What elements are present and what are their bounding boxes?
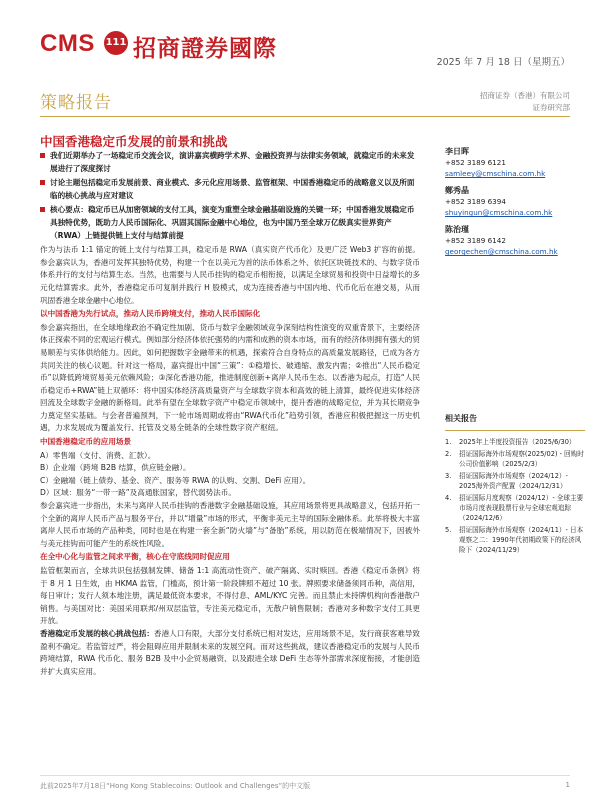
analyst-phone: +852 3189 6121 xyxy=(445,158,506,167)
related-report-item[interactable] xyxy=(445,471,585,491)
analyst-phone: +852 3189 6394 xyxy=(445,197,506,206)
analyst-name: 鄭秀晶 xyxy=(445,186,469,195)
list-item: A）零售端（支付、消费、汇款）。 xyxy=(40,450,156,460)
report-date: 2025 年 7 月 18 日（星期五） xyxy=(436,57,570,68)
section-heading: 以中国香港为先行试点，推动人民币跨境支付，推动人民币国际化 xyxy=(40,309,261,319)
header xyxy=(40,22,570,67)
analyst-name: 陈治瑾 xyxy=(445,225,469,234)
summary-bullet: 讨论主题包括稳定币发展前景、商业模式、多元化应用场景、监管框架、中国香港稳定币的战略意义以及所面临的核心挑战与应对建议 xyxy=(40,177,420,202)
summary-bullet: 核心要点：稳定币已从加密领域的支付工具，演变为重塑全球金融基础设施的关键一环；中国香港发展稳定币具独特优势，既助力人民币国际化、巩固其国际金融中心地位，也为中国乃至全球万亿级真实世界资产（RWA）上链提供链上支付与结算前提 xyxy=(40,204,420,242)
main-column xyxy=(40,150,420,678)
related-report-text: 招证国际海外市场观察（2024/11）- 日本观察之二：1990年代初期政策下的经济风险下（2024/11/29） xyxy=(459,526,584,554)
title-divider xyxy=(40,116,570,117)
analyst-block xyxy=(445,224,585,257)
logo-chinese-name: 招商證券國際 xyxy=(133,36,277,62)
related-report-item[interactable] xyxy=(445,493,585,523)
footer-note: 此前2025年7月18日“Hong Kong Stablecoins: Outlook and Challenges”的中文版 xyxy=(40,782,311,790)
related-report-item[interactable] xyxy=(445,525,585,555)
company-block xyxy=(480,90,570,114)
section-heading: 中国香港稳定币的应用场景 xyxy=(40,437,132,447)
related-divider xyxy=(445,430,585,431)
footer xyxy=(40,781,570,791)
company-name: 招商证券（香港）有限公司 xyxy=(480,91,570,100)
related-report-item[interactable] xyxy=(445,437,585,447)
section-title: 策略报告 xyxy=(40,93,112,113)
logo-seal-icon: 111 xyxy=(104,31,128,55)
analyst-name: 李日晖 xyxy=(445,147,469,156)
related-report-text: 招证国际海外市场观察（2024/12）- 2025海外资产配置（2024/12/31） xyxy=(459,472,568,490)
analyst-phone: +852 3189 6142 xyxy=(445,236,506,245)
analyst-email-link[interactable]: samleey@cmschina.com.hk xyxy=(445,169,546,178)
analyst-email-link[interactable]: shuyingun@cmschina.com.hk xyxy=(445,208,553,217)
list-item: C）金融端（链上债券、基金、资产、服务等 RWA 的认购、交割、DeFi 应用）。 xyxy=(40,475,311,485)
related-report-item[interactable] xyxy=(445,449,585,469)
related-report-text: 招证国际海外市场观察(2025/02) - 回购时公司价值影响（2025/2/3） xyxy=(459,450,584,468)
related-report-text: 招证国际月度观察（2024/12）- 全球主要市场月度表现股票行业与全球宏观追踪（2024/12/6） xyxy=(459,494,584,522)
related-report-number: 3. xyxy=(445,472,452,480)
related-reports-title: 相关报告 xyxy=(445,414,477,423)
challenges-text: 香港人口有限，大部分支付系统已相对发达，应用场景不足，发行商获客难导致盈利不确定。若监管过严，将会阻碍应用并限制未来的发展空间。而对这些挑战，建议香港稳定币的发展与人民币跨境结算，RWA 代币化、服务 B2B 及中小企贸易融资、以及跟进全球 DeFi 生态等外部需求深度衔接，才能创造并扩大真实应用。 xyxy=(40,628,420,676)
body-paragraph xyxy=(40,628,420,678)
page-number: 1 xyxy=(565,781,570,789)
list-item: D）区域：服务“一带一路”及高通胀国家，替代弱势法币。 xyxy=(40,488,236,498)
list-item: B）企业端（跨境 B2B 结算，供应链金融）。 xyxy=(40,463,191,473)
summary-bullet: 我们近期举办了一场稳定币交流会议，演讲嘉宾横跨学术界、金融投资界与法律实务领域，就稳定币的未来发展进行了深度探讨 xyxy=(40,150,420,175)
related-report-number: 1. xyxy=(445,438,452,446)
footer-divider xyxy=(40,775,570,776)
related-report-text: 2025年上半度投资报告（2025/6/30） xyxy=(459,438,576,446)
department-name: 证券研究部 xyxy=(532,103,570,112)
related-report-number: 5. xyxy=(445,526,452,534)
bold-lead: 香港稳定币发展的核心挑战包括： xyxy=(40,628,154,638)
body-paragraph: 参会嘉宾进一步指出，未来与离岸人民币挂钩的香港数字金融基础设施，其应用场景将更具战略意义，包括开拓一个全新的离岸人民币产品与服务平台，并以“增量”市场的形式，平衡非美元主导的国际金融体系。此举将极大丰富离岸人民币市场的产品种类，同时也是在构建一套全新“防火墙”与“备胎”系统，用以防范在极端情况下，因被外与美元挂钩而可能产生的系统性风险。 xyxy=(40,501,420,548)
logo-text: CMS xyxy=(40,30,95,57)
body-paragraph: 监管框架而言，全球共识包括强制发牌、储备 1:1 高流动性资产、破产隔离、实时赎回。香港《稳定币条例》将于 8 月 1 日生效，由 HKMA 监管，门槛高，预计第一阶段牌照不超过 10 张。牌照要求储备须同币种，高信用，每日审计；发行人须本地注册，满足最低资本要求，不得付息、AML/KYC 完善。而且禁止未持牌机构向香港散户销售。与美国对比：美国采用联邦/州双层监管，专注美元稳定币，无散户销售限制；香港对多种数字支付工具更开放。 xyxy=(40,566,421,626)
section-heading: 在全中心化与监管之间求平衡，核心在守底线同时促应用 xyxy=(40,552,230,562)
body-paragraph: 参会嘉宾指出，在全球地缘政治不确定性加剧、货币与数字金融领域竞争深刻结构性演变的双重背景下，主要经济体正探索不同的宏观运行模式。例如部分经济体依托强势的内需和成熟的资本市场，而有的经济体则拥有强大的贸易顺差与实体供给能力。因此，如何把握数字金融带来的机遇，探索符合自身特点的高质量发展路径，已成为各方共同关注的核心议题。针对这一格局，嘉宾提出中国“三策”：①稳增长、破通缩、激发内需；②推出“人民币稳定币”以降低跨境贸易美元依赖风险；③深化香港功能，推进制度创新+离岸人民币生态。以香港为起点，打造“人民币稳定币+RWA”链上双循环：将中国实体经济高质量资产与全球数字资本和高效的链上清算，最终促进实体经济回流及全球数字金融的新格局。此举有望在全球数字资产中稳定币领域中，提升香港的战略定位，并为其长期竞争力奠定坚实基础。与会者普遍预判，下一轮市场周期或将由“RWA代币化”趋势引领，香港应积极把握这一历史机遇，力求发展成为覆盖发行、托管及交易全链条的全球性数字资产枢纽。 xyxy=(40,322,420,433)
sidebar xyxy=(445,140,585,557)
analyst-block xyxy=(445,185,585,218)
analyst-block xyxy=(445,146,585,179)
related-report-number: 2. xyxy=(445,450,452,458)
report-title: 中国香港稳定币发展的前景和挑战 xyxy=(40,134,228,149)
intro-paragraph: 作为与法币 1:1 锚定的链上支付与结算工具，稳定币是 RWA（真实资产代币化）及更广泛 Web3 扩容的前提。参会嘉宾认为，香港可发挥其独特优势，构建一个在以美元为首的法币体系之外、依托区块链技术的、与数字货币体系并行的支付与结算生态。当然，也需要与人民币挂钩的稳定币相衔接，以满足全球贸易和投资中日益增长的多元化结算需求。此外，香港稳定币可复制并践行 H 股模式，成为连接香港与中国内地、代币化后在港交易，从而巩固香港全球金融中心地位。 xyxy=(40,245,420,305)
analyst-email-link[interactable]: georgechen@cmschina.com.hk xyxy=(445,247,558,256)
related-report-number: 4. xyxy=(445,494,452,502)
